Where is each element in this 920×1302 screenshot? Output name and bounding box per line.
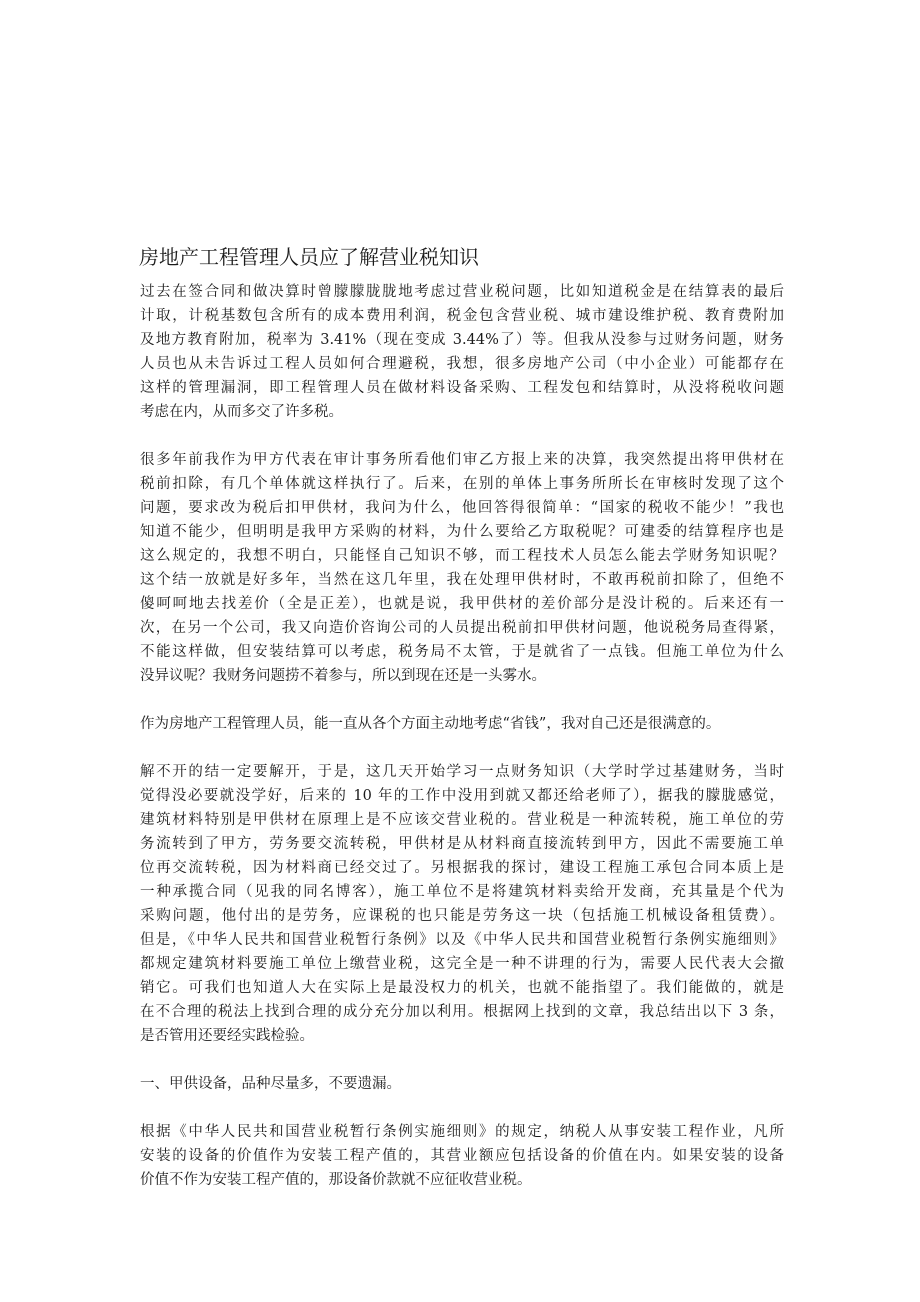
paragraph xyxy=(140,448,784,688)
text-line: 但是，《中华人民共和国营业税暂行条例》以及《中华人民共和国营业税暂行条例实施细则》 xyxy=(140,932,784,948)
text-line: 一、甲供设备，品种尽量多，不要遗漏。 xyxy=(140,1076,401,1092)
text-line: 建筑材料特别是甲供材在原理上是不应该交营业税的。营业税是一种流转税，施工单位的劳 xyxy=(140,812,784,828)
text-line: 税前扣除，有几个单体就这样执行了。后来，在别的单体上事务所所长在审核时发现了这个 xyxy=(140,476,784,492)
text-line: 不能这样做，但安装结算可以考虑，税务局不太管，于是就省了一点钱。但施工单位为什么 xyxy=(140,644,784,660)
text-line: 都规定建筑材料要施工单位上缴营业税，这完全是一种不讲理的行为，需要人民代表大会撤 xyxy=(140,956,784,972)
text-line: 销它。可我们也知道人大在实际上是最没权力的机关，也就不能指望了。我们能做的，就是 xyxy=(140,980,784,996)
paragraph xyxy=(140,712,784,736)
text-line: 是否管用还要经实践检验。 xyxy=(140,1028,314,1044)
text-line: 没异议呢？我财务问题捞不着参与，所以到现在还是一头雾水。 xyxy=(140,668,546,684)
text-line: 傻呵呵地去找差价（全是正差），也就是说，我甲供材的差价部分是没计税的。后来还有一 xyxy=(140,596,784,612)
text-line: 务流转到了甲方，劳务要交流转税，甲供材是从材料商直接流转到甲方，因此不需要施工单 xyxy=(140,836,784,852)
text-line: 及地方教育附加，税率为 3.41%（现在变成 3.44%了）等。但我从没参与过财务问题，财务 xyxy=(140,332,784,348)
paragraph xyxy=(140,760,784,1048)
text-line: 过去在签合同和做决算时曾朦朦胧胧地考虑过营业税问题，比如知道税金是在结算表的最后 xyxy=(140,284,784,300)
text-line: 价值不作为安装工程产值的，那设备价款就不应征收营业税。 xyxy=(140,1172,532,1188)
text-line: 这个结一放就是好多年，当然在这几年里，我在处理甲供材时，不敢再税前扣除了，但绝不 xyxy=(140,572,784,588)
text-line: 解不开的结一定要解开，于是，这几天开始学习一点财务知识（大学时学过基建财务，当时 xyxy=(140,764,784,780)
text-line: 根据《中华人民共和国营业税暂行条例实施细则》的规定，纳税人从事安装工程作业，凡所 xyxy=(140,1124,784,1140)
text-line: 觉得没必要就没学好，后来的 10 年的工作中没用到就又都还给老师了），据我的朦胧感觉， xyxy=(140,788,784,804)
text-line: 问题，要求改为税后扣甲供材，我问为什么，他回答得很简单：“国家的税收不能少！”我也 xyxy=(140,500,784,516)
paragraph xyxy=(140,1072,784,1096)
text-line: 这么规定的，我想不明白，只能怪自己知识不够，而工程技术人员怎么能去学财务知识呢？ xyxy=(140,548,784,564)
text-line: 次，在另一个公司，我又向造价咨询公司的人员提出税前扣甲供材问题，他说税务局查得紧， xyxy=(140,620,784,636)
document-body xyxy=(140,280,784,1216)
paragraph xyxy=(140,1120,784,1192)
text-line: 安装的设备的价值作为安装工程产值的，其营业额应包括设备的价值在内。如果安装的设备 xyxy=(140,1148,784,1164)
text-line: 很多年前我作为甲方代表在审计事务所看他们审乙方报上来的决算，我突然提出将甲供材在 xyxy=(140,452,784,468)
text-line: 一种承揽合同（见我的同名博客），施工单位不是将建筑材料卖给开发商，充其量是个代为 xyxy=(140,884,784,900)
text-line: 考虑在内，从而多交了许多税。 xyxy=(140,404,343,420)
text-line: 在不合理的税法上找到合理的成分充分加以利用。根据网上找到的文章，我总结出以下 3 条， xyxy=(140,1004,784,1020)
text-line: 作为房地产工程管理人员，能一直从各个方面主动地考虑“省钱”，我对自己还是很满意的。 xyxy=(140,716,721,732)
document-title: 房地产工程管理人员应了解营业税知识 xyxy=(139,245,479,269)
text-line: 人员也从未告诉过工程人员如何合理避税，我想，很多房地产公司（中小企业）可能都存在 xyxy=(140,356,784,372)
text-line: 这样的管理漏洞，即工程管理人员在做材料设备采购、工程发包和结算时，从没将税收问题 xyxy=(140,380,784,396)
text-line: 采购问题，他付出的是劳务，应课税的也只能是劳务这一块（包括施工机械设备租赁费）。 xyxy=(140,908,784,924)
paragraph xyxy=(140,280,784,424)
text-line: 计取，计税基数包含所有的成本费用利润，税金包含营业税、城市建设维护税、教育费附加 xyxy=(140,308,784,324)
text-line: 知道不能少，但明明是我甲方采购的材料，为什么要给乙方取税呢？可建委的结算程序也是 xyxy=(140,524,784,540)
text-line: 位再交流转税，因为材料商已经交过了。另根据我的探讨，建设工程施工承包合同本质上是 xyxy=(140,860,784,876)
